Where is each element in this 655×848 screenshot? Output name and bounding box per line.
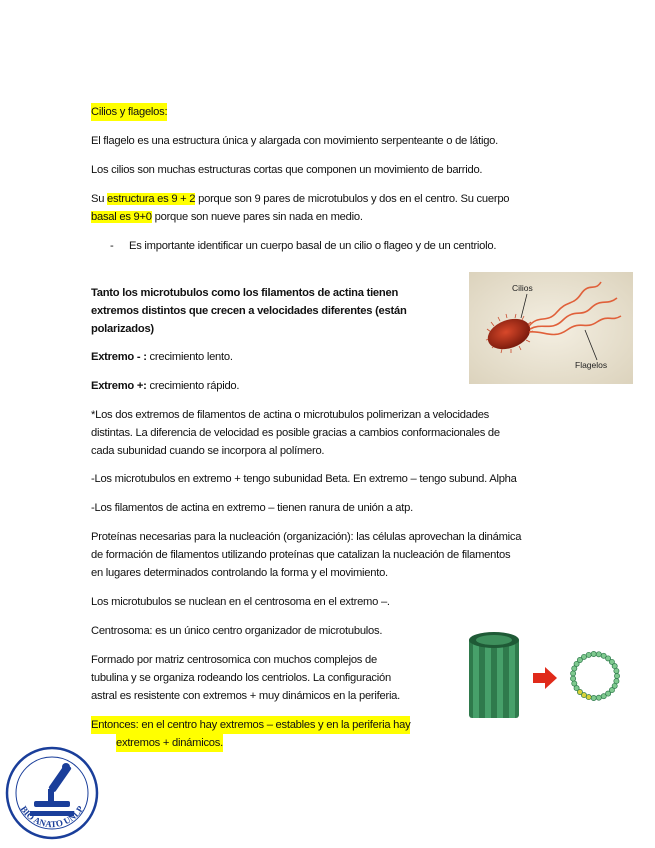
label-flagelos: Flagelos bbox=[575, 360, 608, 370]
text-estructura-mid: porque son 9 pares de microtubulos y dos en el centro. Su cuerpo bbox=[195, 193, 510, 205]
paragraph-polimerizan-line1: *Los dos extremos de filamentos de actina o microtubulos polimerizan a velocidades bbox=[91, 409, 490, 421]
paragraph-formado-line3: astral es resistente con extremos + muy dinámicos en la periferia. bbox=[91, 690, 401, 702]
label-cilios: Cilios bbox=[512, 283, 533, 293]
paragraph-estructura-line2 bbox=[91, 208, 363, 226]
ring-subunit bbox=[614, 679, 619, 684]
label-extremo-menos: Extremo - : bbox=[91, 351, 147, 363]
paragraph-entonces-line1: Entonces: en el centro hay extremos – estables y en la periferia hay bbox=[91, 716, 410, 734]
ring-subunit bbox=[614, 673, 619, 678]
paragraph-nucleacion-line1: Proteínas necesarias para la nucleación (organización): las células aprovechan la dinámica bbox=[91, 531, 522, 543]
bullet-dash: - bbox=[110, 240, 114, 252]
heading-cilios-flagelos: Cilios y flagelos: bbox=[91, 103, 167, 121]
arrow-right-icon bbox=[533, 667, 557, 689]
ring-subunit bbox=[612, 664, 617, 669]
text-su: Su bbox=[91, 193, 108, 205]
paragraph-polimerizan-line2: distintas. La diferencia de velocidad es posible gracias a cambios conformacionales de bbox=[91, 427, 500, 439]
highlight-basal: basal es 9+0 bbox=[91, 211, 152, 223]
paragraph-formado-line1: Formado por matriz centrosomica con muchos complejos de bbox=[91, 654, 377, 666]
text-estructura-post: porque son nueve pares sin nada en medio. bbox=[151, 211, 363, 223]
paragraph-cilios: Los cilios son muchas estructuras cortas que componen un movimiento de barrido. bbox=[91, 164, 483, 176]
ring-subunit bbox=[591, 695, 596, 700]
paragraph-centrosoma-nuclean: Los microtubulos se nuclean en el centrosoma en el extremo –. bbox=[91, 596, 390, 608]
logo-text: BIO ANATO UNLP bbox=[18, 804, 86, 830]
microtubule-centriole-figure bbox=[465, 628, 630, 723]
paragraph-estructura-line1 bbox=[91, 190, 509, 208]
bold-intro-line1: Tanto los microtubulos como los filamentos de actina tienen bbox=[91, 287, 399, 299]
paragraph-beta-alpha: -Los microtubulos en extremo + tengo subunidad Beta. En extremo – tengo subund. Alpha bbox=[91, 473, 517, 485]
ring-subunit bbox=[591, 651, 596, 656]
paragraph-centrosoma-definicion: Centrosoma: es un único centro organizador de microtubulos. bbox=[91, 625, 383, 637]
ring-subunit bbox=[596, 695, 601, 700]
text-extremo-menos: crecimiento lento. bbox=[146, 351, 233, 363]
label-extremo-mas: Extremo +: bbox=[91, 380, 147, 392]
bacterium-cilia-flagella-figure bbox=[469, 272, 633, 384]
paragraph-formado-line2: tubulina y se organiza rodeando los centriolos. La configuración bbox=[91, 672, 391, 684]
ring-subunit bbox=[571, 671, 576, 676]
paragraph-polimerizan-line3: cada subunidad cuando se incorpora al polímero. bbox=[91, 445, 325, 457]
ring-subunit bbox=[601, 694, 606, 699]
text-extremo-mas: crecimiento rápido. bbox=[146, 380, 240, 392]
highlight-estructura: estructura es 9 + 2 bbox=[107, 193, 196, 205]
paragraph-extremo-mas bbox=[91, 377, 239, 395]
bullet-item-cuerpo-basal: Es importante identificar un cuerpo basal de un cilio o flageo y de un centriolo. bbox=[129, 240, 497, 252]
paragraph-actina-atp: -Los filamentos de actina en extremo – tienen ranura de unión a atp. bbox=[91, 502, 413, 514]
bio-anato-unlp-logo bbox=[4, 745, 100, 841]
ring-subunit bbox=[572, 681, 577, 686]
paragraph-extremo-menos bbox=[91, 348, 233, 366]
ring-subunit bbox=[596, 652, 601, 657]
ring-subunit bbox=[586, 652, 591, 657]
centriole-cross-section-ring bbox=[571, 651, 620, 700]
bold-intro-line3: polarizados) bbox=[91, 323, 154, 335]
ring-subunit bbox=[571, 676, 576, 681]
microtubule-bundle bbox=[469, 632, 519, 718]
paragraph-nucleacion-line2: de formación de filamentos utilizando proteínas que catalizan la nucleación de filamentos bbox=[91, 549, 511, 561]
ring-subunit bbox=[614, 668, 619, 673]
paragraph-nucleacion-line3: en lugares determinados controlando la forma y el movimiento. bbox=[91, 567, 388, 579]
paragraph-flagelo: El flagelo es una estructura única y alargada con movimiento serpenteante o de látigo. bbox=[91, 135, 498, 147]
paragraph-entonces-line2: extremos + dinámicos. bbox=[116, 734, 223, 752]
bold-intro-line2: extremos distintos que crecen a velocidades diferentes (están bbox=[91, 305, 407, 317]
